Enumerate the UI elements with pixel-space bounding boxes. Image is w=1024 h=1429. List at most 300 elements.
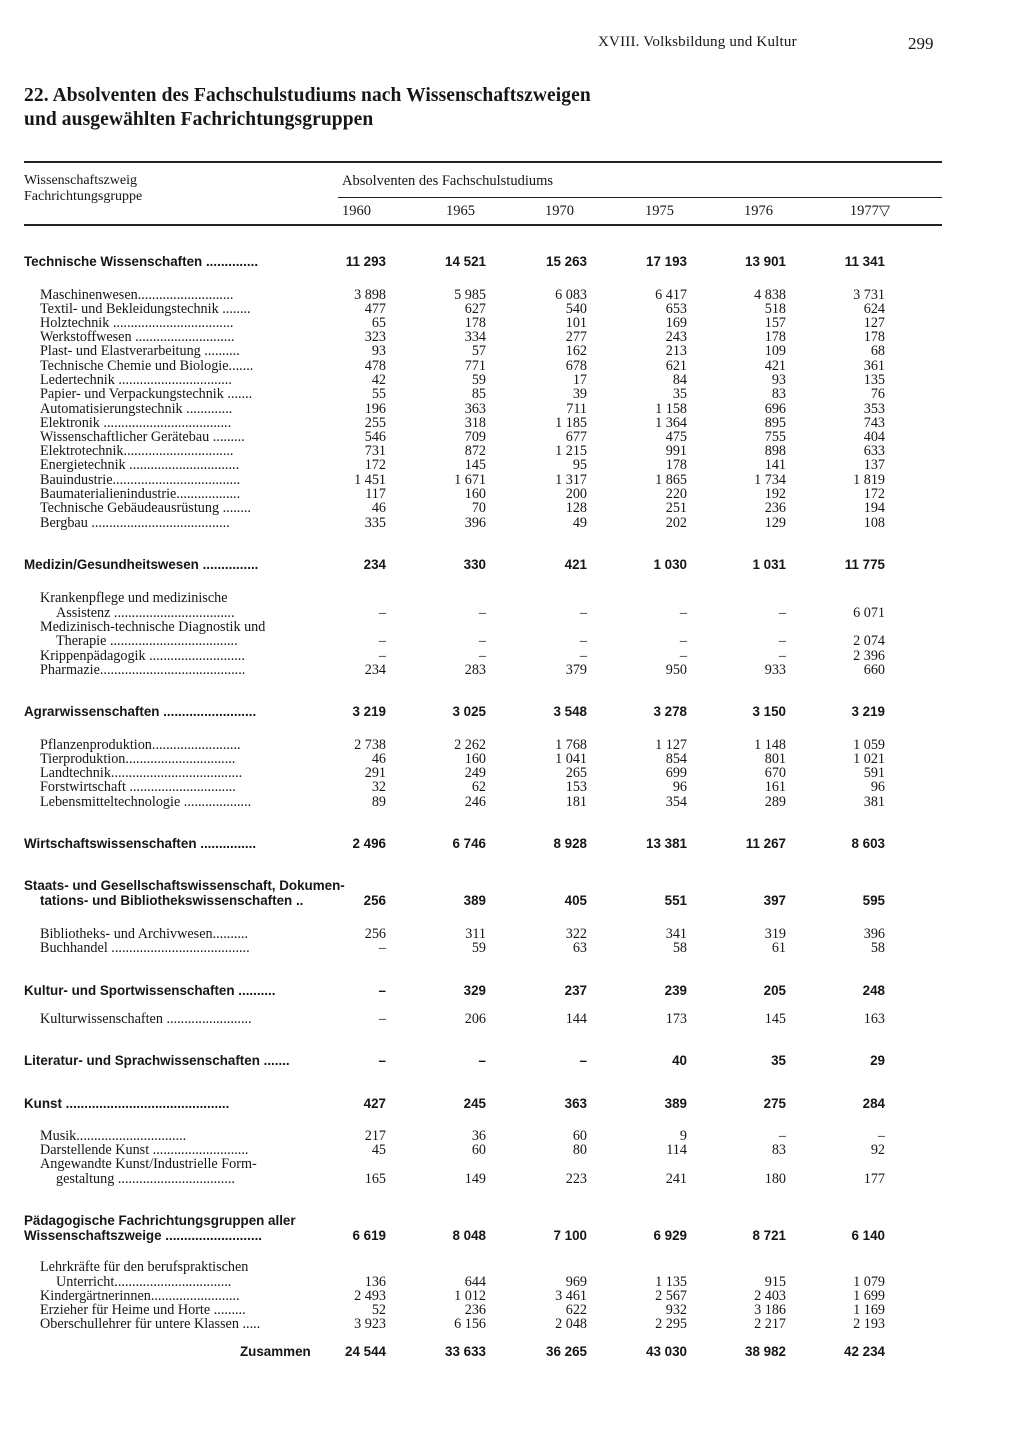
row-label: Krankenpflege und medizinische: [40, 590, 228, 606]
cell-1965: 160: [464, 751, 486, 767]
cell-1965: 283: [464, 662, 486, 678]
cell-1970: 63: [572, 940, 587, 956]
cell-1977: 163: [863, 1011, 885, 1027]
cell-1960: 323: [364, 329, 386, 345]
category-row: [0, 254, 1024, 270]
row-label: Lehrkräfte für den berufspraktischen: [40, 1259, 249, 1275]
cell-1960: 196: [364, 401, 386, 417]
year-head: 1975: [645, 203, 674, 219]
cell-1977: 6 071: [853, 605, 885, 621]
cell-1976: 518: [764, 301, 786, 317]
table-row: [0, 1259, 1024, 1275]
cell-1970: 95: [572, 457, 587, 473]
cell-1960: 55: [371, 386, 386, 402]
cell-1977: 591: [863, 765, 885, 781]
category-row: [0, 704, 1024, 720]
cell-1976: 915: [764, 1274, 786, 1290]
cell-1960: 2 496: [352, 836, 386, 851]
row-label: Forstwirtschaft ..............................: [40, 779, 236, 795]
cell-1976: 801: [764, 751, 786, 767]
cell-1975: 854: [665, 751, 687, 767]
cell-1977: 127: [863, 315, 885, 331]
cell-1965: 206: [464, 1011, 486, 1027]
stub-head-line-2: Fachrichtungsgruppe: [24, 189, 143, 204]
cell-1965: 363: [464, 401, 486, 417]
row-label: Medizinisch-technische Diagnostik und: [40, 619, 266, 635]
cell-1976: 397: [763, 893, 786, 908]
cell-1960: 3 898: [354, 287, 386, 303]
cell-1976: 157: [764, 315, 786, 331]
cell-1975: 40: [672, 1053, 687, 1068]
cell-1975: 202: [665, 515, 687, 531]
cell-1975: 58: [672, 940, 687, 956]
cell-1970: 421: [564, 557, 587, 572]
table-title-line-1: 22. Absolventen des Fachschulstudiums nach Wissenschaftszweigen: [24, 85, 591, 106]
cell-1975: 243: [665, 329, 687, 345]
cell-1965: 178: [464, 315, 486, 331]
cell-1977: 29: [870, 1053, 885, 1068]
cell-1976: 178: [764, 329, 786, 345]
cell-1977: 58: [870, 940, 885, 956]
cell-1960: 217: [364, 1128, 386, 1144]
cell-1975: 950: [665, 662, 687, 678]
cell-1965: 36: [471, 1128, 486, 1144]
cell-1976: –: [778, 648, 786, 664]
cell-1960: 24 544: [345, 1344, 386, 1359]
cell-1975: 43 030: [646, 1344, 687, 1359]
row-label: Bergbau .......................................: [40, 515, 230, 531]
cell-1977: 353: [863, 401, 885, 417]
cell-1977: 248: [862, 983, 885, 998]
cell-1976: 180: [764, 1171, 786, 1187]
cell-1976: –: [778, 605, 786, 621]
cell-1975: 991: [665, 443, 687, 459]
row-label: Pharmazie.........................................: [40, 662, 246, 678]
cell-1960: 2 493: [354, 1288, 386, 1304]
cell-1960: 546: [364, 429, 386, 445]
cell-1970: 265: [565, 765, 587, 781]
row-label: Unterricht.................................: [56, 1274, 232, 1290]
cell-1970: 1 215: [555, 443, 587, 459]
cell-1960: 93: [371, 343, 386, 359]
cell-1965: 330: [463, 557, 486, 572]
cell-1960: 427: [363, 1096, 386, 1111]
cell-1975: 475: [665, 429, 687, 445]
row-label: Assistenz ..................................: [56, 605, 235, 621]
cell-1977: 633: [863, 443, 885, 459]
row-label: Kindergärtnerinnen.........................: [40, 1288, 240, 1304]
cell-1970: 277: [565, 329, 587, 345]
table-row: [0, 500, 1024, 516]
cell-1975: 1 135: [655, 1274, 687, 1290]
row-label: Angewandte Kunst/Industrielle Form-: [40, 1156, 257, 1172]
category-row: [0, 983, 1024, 999]
cell-1977: 194: [863, 500, 885, 516]
table-head-bottom-rule: [24, 224, 942, 226]
cell-1977: 42 234: [844, 1344, 885, 1359]
cell-1960: –: [378, 605, 386, 621]
cell-1976: 933: [764, 662, 786, 678]
cell-1975: 84: [672, 372, 687, 388]
table-row: [0, 343, 1024, 359]
cell-1960: 234: [364, 662, 386, 678]
cell-1965: –: [478, 633, 486, 649]
row-label: Krippenpädagogik ...........................: [40, 648, 245, 664]
cell-1977: 396: [863, 926, 885, 942]
cell-1975: –: [679, 605, 687, 621]
cell-1977: 172: [863, 486, 885, 502]
cell-1970: 39: [572, 386, 587, 402]
table-top-rule: [24, 161, 942, 163]
page-number: 299: [908, 34, 934, 53]
cell-1976: 205: [763, 983, 786, 998]
cell-1965: 6 746: [452, 836, 486, 851]
category-row: [0, 1053, 1024, 1069]
cell-1965: 3 025: [452, 704, 486, 719]
row-label: Buchhandel .......................................: [40, 940, 250, 956]
cell-1960: 3 923: [354, 1316, 386, 1332]
row-label: Bauindustrie....................................: [40, 472, 241, 488]
row-label: Maschinenwesen...........................: [40, 287, 234, 303]
row-label: Papier- und Verpackungstechnik .......: [40, 386, 253, 402]
cell-1976: 289: [764, 794, 786, 810]
cell-1975: 2 295: [655, 1316, 687, 1332]
table-row: [0, 662, 1024, 678]
cell-1970: 200: [565, 486, 587, 502]
cell-1975: 169: [665, 315, 687, 331]
cell-1976: 145: [764, 1011, 786, 1027]
cell-1970: 677: [565, 429, 587, 445]
cell-1960: 45: [371, 1142, 386, 1158]
cell-1960: 6 619: [352, 1228, 386, 1243]
cell-1975: 1 127: [655, 737, 687, 753]
cell-1977: 1 819: [853, 472, 885, 488]
cell-1970: 8 928: [553, 836, 587, 851]
cell-1970: 678: [565, 358, 587, 374]
cell-1960: 11 293: [345, 254, 386, 269]
row-label: Kunst ............................................: [24, 1096, 230, 1111]
cell-1970: 101: [565, 315, 587, 331]
row-label: Kultur- und Sportwissenschaften ..........: [24, 983, 276, 998]
cell-1960: 3 219: [352, 704, 386, 719]
table-row: [0, 794, 1024, 810]
row-label: Therapie ....................................: [56, 633, 238, 649]
row-label: Technische Chemie und Biologie.......: [40, 358, 254, 374]
table-row: [0, 457, 1024, 473]
cell-1960: 165: [364, 1171, 386, 1187]
cell-1977: 595: [862, 893, 885, 908]
cell-1960: 136: [364, 1274, 386, 1290]
cell-1960: 89: [371, 794, 386, 810]
table-row: [0, 1011, 1024, 1027]
cell-1975: 1 158: [655, 401, 687, 417]
row-label: Pflanzenproduktion.........................: [40, 737, 241, 753]
cell-1977: 96: [870, 779, 885, 795]
cell-1975: 1 865: [655, 472, 687, 488]
row-label: Automatisierungstechnik .............: [40, 401, 233, 417]
cell-1965: 249: [464, 765, 486, 781]
cell-1975: 239: [664, 983, 687, 998]
cell-1970: 363: [564, 1096, 587, 1111]
cell-1977: 404: [863, 429, 885, 445]
cell-1976: 161: [764, 779, 786, 795]
cell-1976: 38 982: [745, 1344, 786, 1359]
cell-1965: 872: [464, 443, 486, 459]
cell-1976: 898: [764, 443, 786, 459]
cell-1976: 11 267: [745, 836, 786, 851]
cell-1975: 241: [665, 1171, 687, 1187]
table-row: [0, 515, 1024, 531]
cell-1975: 6 929: [653, 1228, 687, 1243]
cell-1970: –: [579, 633, 587, 649]
cell-1976: 109: [764, 343, 786, 359]
cell-1970: 237: [564, 983, 587, 998]
row-label: Musik...............................: [40, 1128, 187, 1144]
row-label: Oberschullehrer für untere Klassen .....: [40, 1316, 261, 1332]
cell-1970: 405: [564, 893, 587, 908]
cell-1970: 1 768: [555, 737, 587, 753]
row-label: Wissenschaftszweige ..........................: [24, 1228, 263, 1243]
cell-1965: 334: [464, 329, 486, 345]
row-label: Plast- und Elastverarbeitung ..........: [40, 343, 240, 359]
category-row: [0, 878, 1024, 894]
cell-1965: 57: [471, 343, 486, 359]
stub-head-line-1: Wissenschaftszweig: [24, 173, 137, 188]
cell-1977: 1 021: [853, 751, 885, 767]
cell-1977: 6 140: [851, 1228, 885, 1243]
cell-1977: 108: [863, 515, 885, 531]
cell-1976: 35: [771, 1053, 786, 1068]
table-row: [0, 779, 1024, 795]
cell-1965: 59: [471, 940, 486, 956]
cell-1965: 2 262: [454, 737, 486, 753]
cell-1970: 322: [565, 926, 587, 942]
cell-1976: 2 403: [754, 1288, 786, 1304]
row-label: Werkstoffwesen ............................: [40, 329, 235, 345]
row-label: Medizin/Gesundheitswesen ...............: [24, 557, 259, 572]
cell-1977: 3 731: [853, 287, 885, 303]
cell-1960: 478: [364, 358, 386, 374]
cell-1970: 36 265: [546, 1344, 587, 1359]
year-head: 1960: [342, 203, 371, 219]
cell-1976: 755: [764, 429, 786, 445]
cell-1977: 1 169: [853, 1302, 885, 1318]
table-row: [0, 386, 1024, 402]
year-head: 1977▽: [849, 203, 890, 219]
cell-1976: –: [778, 1128, 786, 1144]
cell-1965: 771: [464, 358, 486, 374]
cell-1975: 6 417: [655, 287, 687, 303]
cell-1976: 3 186: [754, 1302, 786, 1318]
cell-1977: 177: [863, 1171, 885, 1187]
cell-1970: –: [579, 1053, 587, 1068]
year-head: 1965: [446, 203, 475, 219]
cell-1975: 114: [666, 1142, 687, 1158]
row-label: Pädagogische Fachrichtungsgruppen aller: [24, 1213, 296, 1228]
row-label: tations- und Bibliothekswissenschaften ..: [40, 893, 304, 908]
cell-1965: 627: [464, 301, 486, 317]
row-label: Literatur- und Sprachwissenschaften .......: [24, 1053, 290, 1068]
cell-1960: –: [378, 983, 386, 998]
cell-1977: 381: [863, 794, 885, 810]
cell-1970: 15 263: [546, 254, 587, 269]
cell-1976: 4 838: [754, 287, 786, 303]
cell-1970: 223: [565, 1171, 587, 1187]
cell-1960: 52: [371, 1302, 386, 1318]
cell-1976: 319: [764, 926, 786, 942]
cell-1976: 2 217: [754, 1316, 786, 1332]
cell-1965: 246: [464, 794, 486, 810]
row-label: Agrarwissenschaften .........................: [24, 704, 257, 719]
cell-1960: 477: [364, 301, 386, 317]
table-row: [0, 1156, 1024, 1172]
cell-1976: 83: [771, 386, 786, 402]
row-label: Bibliotheks- und Archivwesen..........: [40, 926, 249, 942]
cell-1977: 178: [863, 329, 885, 345]
table-row: [0, 590, 1024, 606]
cell-1965: 33 633: [445, 1344, 486, 1359]
cell-1970: 711: [566, 401, 587, 417]
group-head: Absolventen des Fachschulstudiums: [342, 173, 554, 189]
cell-1976: 1 734: [754, 472, 786, 488]
row-label: Ledertechnik ................................: [40, 372, 232, 388]
cell-1965: 389: [463, 893, 486, 908]
row-label: Darstellende Kunst ...........................: [40, 1142, 249, 1158]
cell-1960: 731: [364, 443, 386, 459]
year-head: 1970: [545, 203, 574, 219]
cell-1965: 160: [464, 486, 486, 502]
category-row: [0, 893, 1024, 909]
cell-1965: 318: [464, 415, 486, 431]
cell-1970: –: [579, 648, 587, 664]
table-title: [24, 84, 591, 132]
cell-1965: –: [478, 605, 486, 621]
cell-1977: 284: [862, 1096, 885, 1111]
row-label: Technische Wissenschaften ..............: [24, 254, 259, 269]
cell-1976: 83: [771, 1142, 786, 1158]
cell-1965: 5 985: [454, 287, 486, 303]
row-label: Erzieher für Heime und Horte .........: [40, 1302, 246, 1318]
running-head: XVIII. Volksbildung und Kultur: [598, 34, 797, 50]
cell-1977: 76: [870, 386, 885, 402]
cell-1976: 1 031: [752, 557, 786, 572]
cell-1976: 3 150: [752, 704, 786, 719]
stub-head: [24, 173, 142, 205]
cell-1960: 291: [364, 765, 386, 781]
cell-1976: 129: [764, 515, 786, 531]
cell-1977: 660: [863, 662, 885, 678]
cell-1975: 389: [664, 1096, 687, 1111]
table-row: [0, 940, 1024, 956]
cell-1975: 621: [665, 358, 687, 374]
row-label: Zusammen: [240, 1344, 311, 1359]
cell-1970: 80: [572, 1142, 587, 1158]
group-head-rule: [338, 197, 942, 198]
cell-1976: 696: [764, 401, 786, 417]
cell-1977: 2 193: [853, 1316, 885, 1332]
cell-1965: 60: [471, 1142, 486, 1158]
cell-1960: –: [378, 633, 386, 649]
cell-1965: 245: [463, 1096, 486, 1111]
cell-1965: 145: [464, 457, 486, 473]
cell-1975: –: [679, 648, 687, 664]
cell-1975: 35: [672, 386, 687, 402]
cell-1970: 540: [565, 301, 587, 317]
cell-1977: 624: [863, 301, 885, 317]
row-label: Elektrotechnik...............................: [40, 443, 234, 459]
cell-1965: 59: [471, 372, 486, 388]
cell-1976: 8 721: [752, 1228, 786, 1243]
cell-1960: 255: [364, 415, 386, 431]
row-label: Kulturwissenschaften ........................: [40, 1011, 252, 1027]
cell-1975: 1 364: [655, 415, 687, 431]
cell-1970: 162: [565, 343, 587, 359]
cell-1976: 1 148: [754, 737, 786, 753]
cell-1960: 172: [364, 457, 386, 473]
cell-1975: 932: [665, 1302, 687, 1318]
cell-1960: –: [378, 1053, 386, 1068]
cell-1975: 251: [665, 500, 687, 516]
cell-1976: –: [778, 633, 786, 649]
cell-1970: 1 185: [555, 415, 587, 431]
cell-1975: 178: [665, 457, 687, 473]
cell-1970: 17: [572, 372, 587, 388]
cell-1965: 14 521: [445, 254, 486, 269]
cell-1976: 275: [763, 1096, 786, 1111]
cell-1965: 62: [471, 779, 486, 795]
row-label: Staats- und Gesellschaftswissenschaft, Dokumen-: [24, 878, 345, 893]
category-row: [0, 1228, 1024, 1244]
table-row: [0, 1316, 1024, 1332]
cell-1970: 144: [565, 1011, 587, 1027]
row-label: Lebensmitteltechnologie ...................: [40, 794, 252, 810]
cell-1977: –: [877, 1128, 885, 1144]
cell-1960: 256: [363, 893, 386, 908]
cell-1977: 743: [863, 415, 885, 431]
cell-1970: 60: [572, 1128, 587, 1144]
cell-1965: 644: [464, 1274, 486, 1290]
row-label: Elektronik ....................................: [40, 415, 232, 431]
cell-1970: 49: [572, 515, 587, 531]
cell-1965: 311: [465, 926, 486, 942]
cell-1977: 1 059: [853, 737, 885, 753]
cell-1960: 42: [371, 372, 386, 388]
table-title-line-2: und ausgewählten Fachrichtungsgruppen: [24, 109, 374, 130]
cell-1970: 153: [565, 779, 587, 795]
category-row: [0, 1096, 1024, 1112]
cell-1977: 3 219: [851, 704, 885, 719]
cell-1965: 6 156: [454, 1316, 486, 1332]
cell-1960: 2 738: [354, 737, 386, 753]
cell-1977: 68: [870, 343, 885, 359]
cell-1976: 13 901: [745, 254, 786, 269]
cell-1976: 236: [764, 500, 786, 516]
cell-1977: 361: [863, 358, 885, 374]
cell-1977: 11 775: [844, 557, 885, 572]
cell-1975: 354: [665, 794, 687, 810]
cell-1977: 92: [870, 1142, 885, 1158]
cell-1975: 17 193: [646, 254, 687, 269]
cell-1977: 2 396: [853, 648, 885, 664]
cell-1965: 329: [463, 983, 486, 998]
cell-1960: 256: [364, 926, 386, 942]
cell-1960: 65: [371, 315, 386, 331]
cell-1970: 2 048: [555, 1316, 587, 1332]
row-label: gestaltung .................................: [56, 1171, 235, 1187]
cell-1976: 192: [764, 486, 786, 502]
cell-1975: 2 567: [655, 1288, 687, 1304]
cell-1970: 3 461: [555, 1288, 587, 1304]
